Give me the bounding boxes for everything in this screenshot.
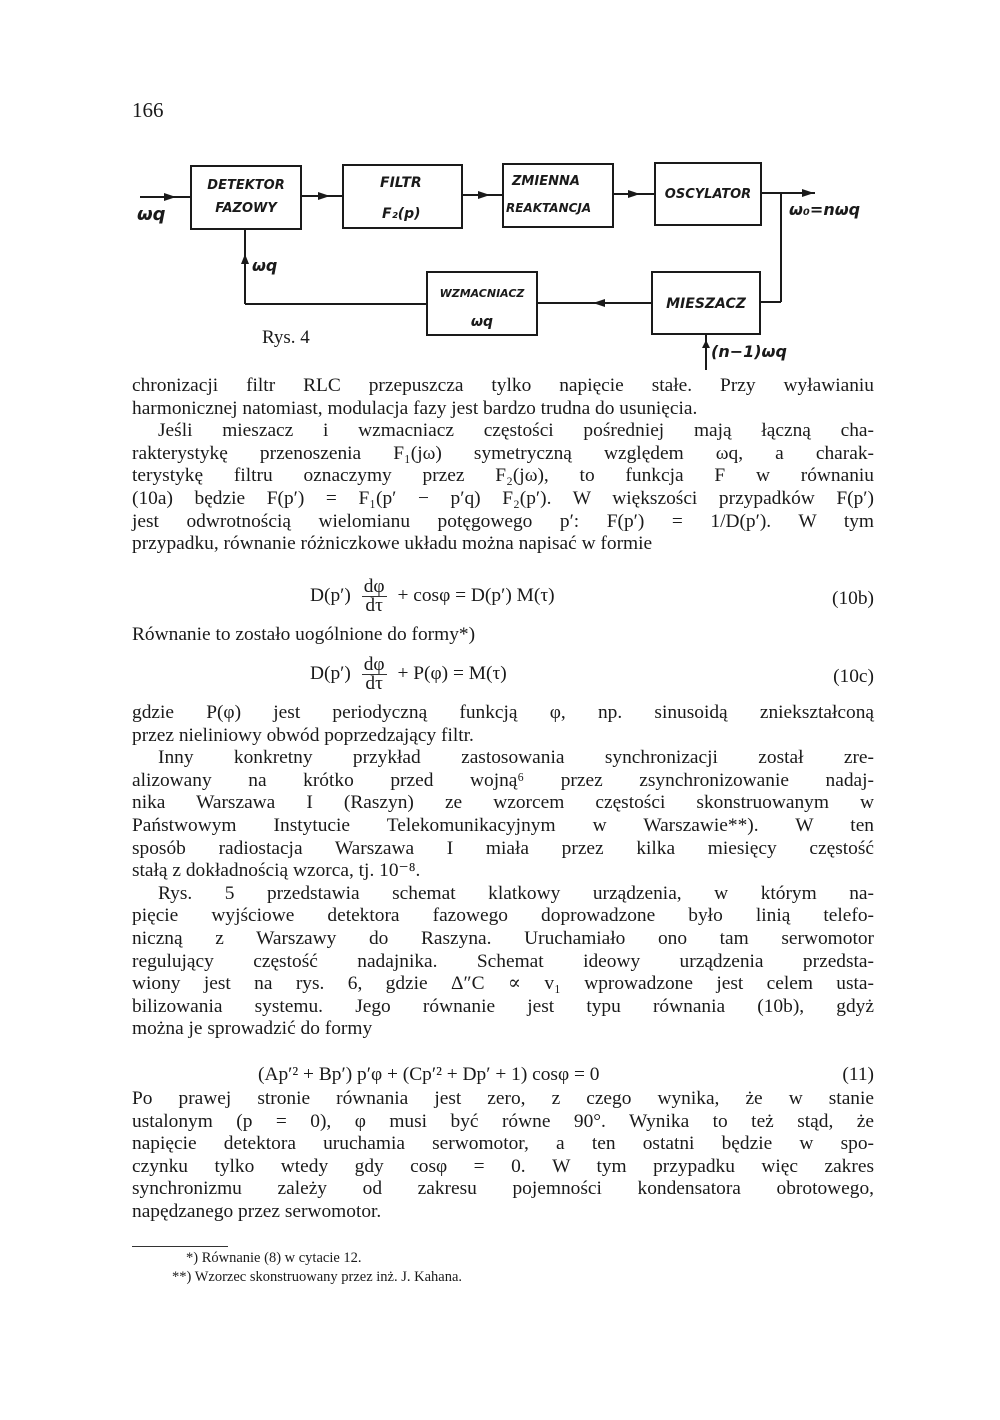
- text-line: Państwowym Instytucie Telekomunikacyjnym w Warszawie**). W ten: [132, 814, 874, 836]
- text-line: Po prawej stronie równania jest zero, z czego wynika, że w stanie: [132, 1088, 874, 1109]
- footnote-1: *) Równanie (8) w cytacie 12.: [186, 1250, 362, 1266]
- text-line: Jeśli mieszacz i wzmacniacz częstości pośredniej mają łączną cha-: [158, 420, 874, 442]
- text-line: napędzanego przez serwomotor.: [132, 1200, 382, 1222]
- text-line: pięcie wyjściowe detektora fazowego doprowadzone było linią telefo-: [132, 905, 874, 927]
- zmienna-label-1: ZMIENNA: [512, 174, 580, 189]
- eq10c-right: + P(φ) = M(τ): [397, 662, 507, 684]
- feedback-signal-label: ωq: [252, 256, 278, 275]
- text-line: przypadku, równanie różniczkowe układu można napisać w formie: [132, 533, 653, 555]
- input-signal-label: ωq: [137, 204, 166, 225]
- equation-10c: [132, 656, 874, 700]
- oscylator-label: OSCYLATOR: [664, 187, 752, 202]
- text-line: synchronizmu zależy od zakresu pojemności kondensatora obrotowego,: [132, 1178, 874, 1200]
- mixer-input-label: (n−1)ωq: [711, 342, 787, 361]
- eq10c-frac-den: dτ: [365, 673, 383, 694]
- paragraph-4: [132, 702, 874, 1041]
- text-line: chronizacji filtr RLC przepuszcza tylko napięcie stałe. Przy wyławianiu: [132, 375, 874, 396]
- text-line: regulujący częstość nadajnika. Schemat ideowy urządzenia przedsta-: [132, 950, 874, 972]
- text-line: sposób radiostacja Warszawa I miała przez kilka miesięcy częstość: [132, 837, 874, 859]
- eq10b-right: + cosφ = D(p′) M(τ): [397, 584, 555, 606]
- text-line: wiony jest na rys. 6, gdzie Δ″C ∝ v₁ wprowadzone jest celem usta-: [132, 973, 874, 995]
- text-line: można je sprowadzić do formy: [132, 1018, 373, 1040]
- text-line: stałą z dokładnością wzorca, tj. 10⁻⁸.: [132, 860, 421, 882]
- footnote-2: **) Wzorzec skonstruowany przez inż. J. Kahana.: [172, 1269, 463, 1285]
- text-line: Inny konkretny przykład zastosowania synchronizacji został zre-: [158, 747, 874, 769]
- text-line: harmonicznej natomiast, modulacja fazy jest bardzo trudna do usunięcia.: [132, 397, 698, 419]
- paragraph-1: [132, 375, 874, 556]
- footnotes: [172, 1249, 462, 1287]
- eq11-number: (11): [842, 1064, 874, 1085]
- text-line: nika Warszawa I (Raszyn) ze wzorcem częstości skonstruowanym w: [132, 792, 874, 814]
- mieszacz-label: MIESZACZ: [666, 296, 746, 312]
- eq10b-frac-den: dτ: [365, 595, 383, 616]
- text-line: przez nieliniowy obwód poprzedzający filtr.: [132, 724, 474, 746]
- filtr-label-1: FILTR: [380, 175, 422, 191]
- eq10b-number: (10b): [831, 588, 874, 609]
- text-line: bilizowania systemu. Jego równanie jest typu równania (10b), gdyż: [132, 995, 874, 1017]
- eq10c-left: D(p′): [310, 662, 351, 684]
- paragraph-7: [132, 1088, 874, 1224]
- output-signal-label: ω₀=nωq: [789, 200, 861, 219]
- equation-10b: [132, 578, 874, 622]
- eq10c-number: (10c): [833, 666, 874, 687]
- wzmacniacz-label-2: ωq: [470, 314, 494, 330]
- page-number: 166: [132, 98, 164, 122]
- text-line: alizowany na krótko przed wojną⁶ przez zsynchronizowanie nadaj-: [132, 769, 874, 791]
- box-detektor: [191, 166, 301, 229]
- filtr-label-2: F₂(p): [382, 206, 421, 222]
- text-line: Rys. 5 przedstawia schemat klatkowy urządzenia, w którym na-: [158, 882, 874, 904]
- footnote-divider: [132, 1246, 228, 1247]
- eq10c-frac-num: dφ: [363, 654, 385, 675]
- text-line: Równanie to zostało uogólnione do formy*): [132, 624, 476, 645]
- text-line: terystykę filtru oznaczymy przez F₂(jω), to funkcja F w równaniu: [132, 465, 874, 487]
- text-line: jest odwrotnością wielomianu potęgowego p′: F(p′) = 1/D(p′). W tym: [132, 510, 874, 532]
- text-line: (10a) będzie F(p′) = F₁(p′ − p′q) F₂(p′). W większości przypadków F(p′): [132, 487, 874, 509]
- text-line: gdzie P(φ) jest periodyczną funkcją φ, np. sinusoidą zniekształconą: [132, 702, 874, 723]
- wzmacniacz-label-1: WZMACNIACZ: [439, 287, 525, 300]
- text-line: czynku tylko wtedy gdy cosφ = 0. W tym przypadku więc zakres: [132, 1155, 874, 1177]
- text-line: niczną z Warszawy do Raszyna. Uruchamiało ono tam serwomotor: [132, 927, 874, 949]
- equation-11: [132, 1064, 874, 1088]
- block-diagram-figure: [0, 0, 1000, 380]
- zmienna-label-2: REAKTANCJA: [506, 201, 592, 215]
- text-line: ustalonym (p = 0), φ musi być równe 90°. Wynika to też stąd, że: [132, 1110, 874, 1132]
- detektor-label-1: DETEKTOR: [207, 178, 285, 193]
- eq10b-frac-num: dφ: [363, 576, 385, 597]
- block-diagram-svg: [0, 0, 1000, 380]
- figure-caption: Rys. 4: [262, 327, 310, 348]
- eq11-expr: (Ap′² + Bp′) p′φ + (Cp′² + Dp′ + 1) cosφ = 0: [258, 1064, 600, 1085]
- detektor-label-2: FAZOWY: [215, 201, 277, 216]
- eq10b-left: D(p′): [310, 584, 351, 606]
- text-line: napięcie detektora uruchamia serwomotor, a ten ostatni będzie w spo-: [132, 1133, 874, 1155]
- text-line: rakterystykę przenoszenia F₁(jω) symetryczną względem ωq, a charak-: [132, 442, 874, 464]
- paragraph-3: [132, 624, 874, 647]
